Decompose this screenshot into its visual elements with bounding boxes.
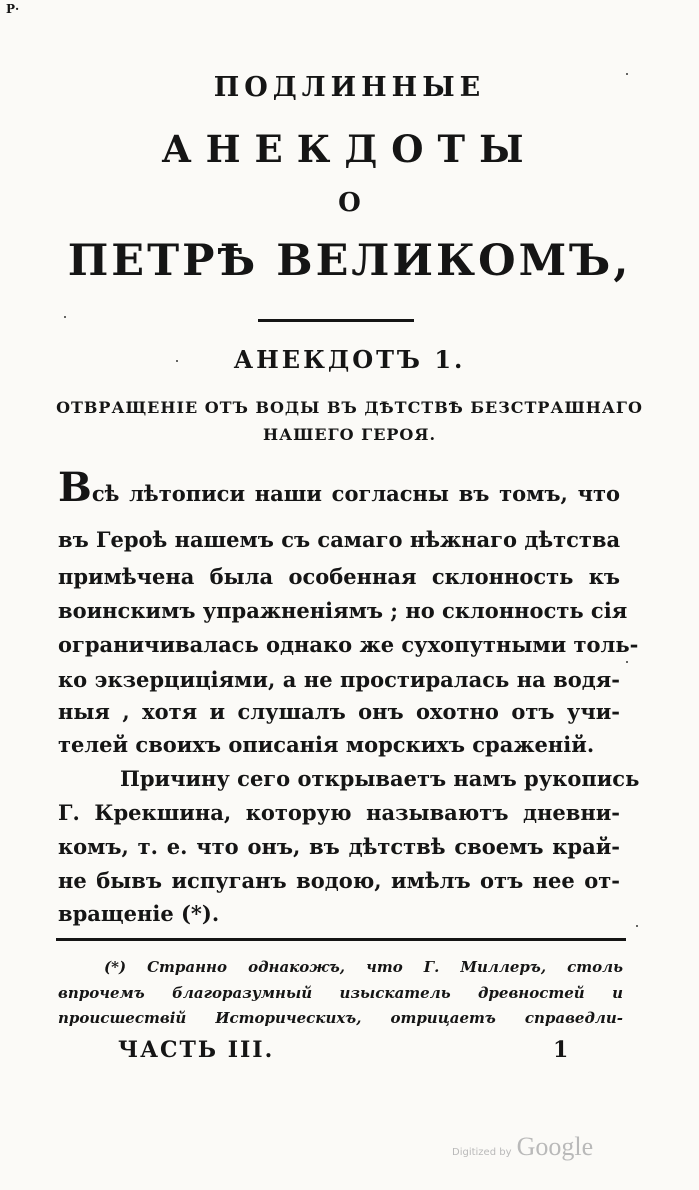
footnote-divider: [56, 938, 626, 941]
paper-speck: [626, 661, 628, 663]
body-line: ныя , хотя и слушалъ онъ охотно отъ учи-: [58, 699, 620, 724]
paper-speck: [636, 925, 638, 927]
body-line: не бывъ испуганъ водою, имѣлъ отъ нее от-: [58, 868, 620, 893]
footnote-line: происшествій Историческихъ, отрицаетъ справедли-: [58, 1009, 623, 1027]
corner-mark: P·: [6, 2, 20, 16]
google-logo: Google: [516, 1132, 594, 1161]
body-line: воинскимъ упражненіямъ ; но склонность сія: [58, 598, 628, 623]
paper-speck: [626, 73, 628, 75]
title-line-4: ПЕТРѢ ВЕЛИКОМЪ,: [67, 236, 632, 286]
body-line: Всѣ лѣтописи наши согласны въ томъ, что: [58, 464, 620, 511]
body-line: ко экзерциціями, а не простиралась на водя-: [58, 667, 620, 692]
body-line: телей своихъ описанія морскихъ сраженій.: [58, 732, 595, 757]
body-line: комъ, т. е. что онъ, въ дѣтствѣ своемъ край-: [58, 834, 620, 859]
body-line: Г. Крекшина, которую называютъ дневни-: [58, 800, 620, 825]
body-line: ограничивалась однако же сухопутными толь-: [58, 632, 639, 657]
footnote-line: впрочемъ благоразумный изыскатель древностей и: [58, 984, 623, 1002]
digitized-watermark: [452, 1132, 593, 1162]
signature-part: ЧАСТЬ III.: [118, 1037, 275, 1063]
body-line: примѣчена была особенная склонность къ: [58, 564, 620, 589]
anecdote-heading: АНЕКДОТЪ 1.: [233, 345, 466, 374]
watermark-prefix: Digitized by: [452, 1147, 512, 1158]
body-line: вращеніе (*).: [58, 901, 220, 926]
body-line: въ Героѣ нашемъ съ самаго нѣжнаго дѣтства: [58, 527, 621, 552]
anecdote-subtitle-line-1: ОТВРАЩЕНІЕ ОТЪ ВОДЫ ВЪ ДѢТСТВѢ БЕЗСТРАШНАГО: [56, 398, 643, 417]
signature-sheet: 1: [553, 1037, 569, 1063]
drop-cap: В: [58, 464, 92, 511]
footnote-line: (*) Странно однакожъ, что Г. Миллеръ, столь: [104, 958, 623, 976]
title-line-1: ПОДЛИННЫЕ: [213, 72, 486, 103]
paper-speck: [64, 316, 66, 318]
anecdote-subtitle-line-2: НАШЕГО ГЕРОЯ.: [262, 425, 437, 444]
paper-speck: [176, 360, 178, 362]
title-line-3: О: [338, 188, 361, 218]
title-line-2: АНЕКДОТЫ: [161, 127, 538, 171]
title-divider: [258, 319, 414, 322]
body-line: Причину сего открываетъ намъ рукопись: [120, 766, 640, 791]
